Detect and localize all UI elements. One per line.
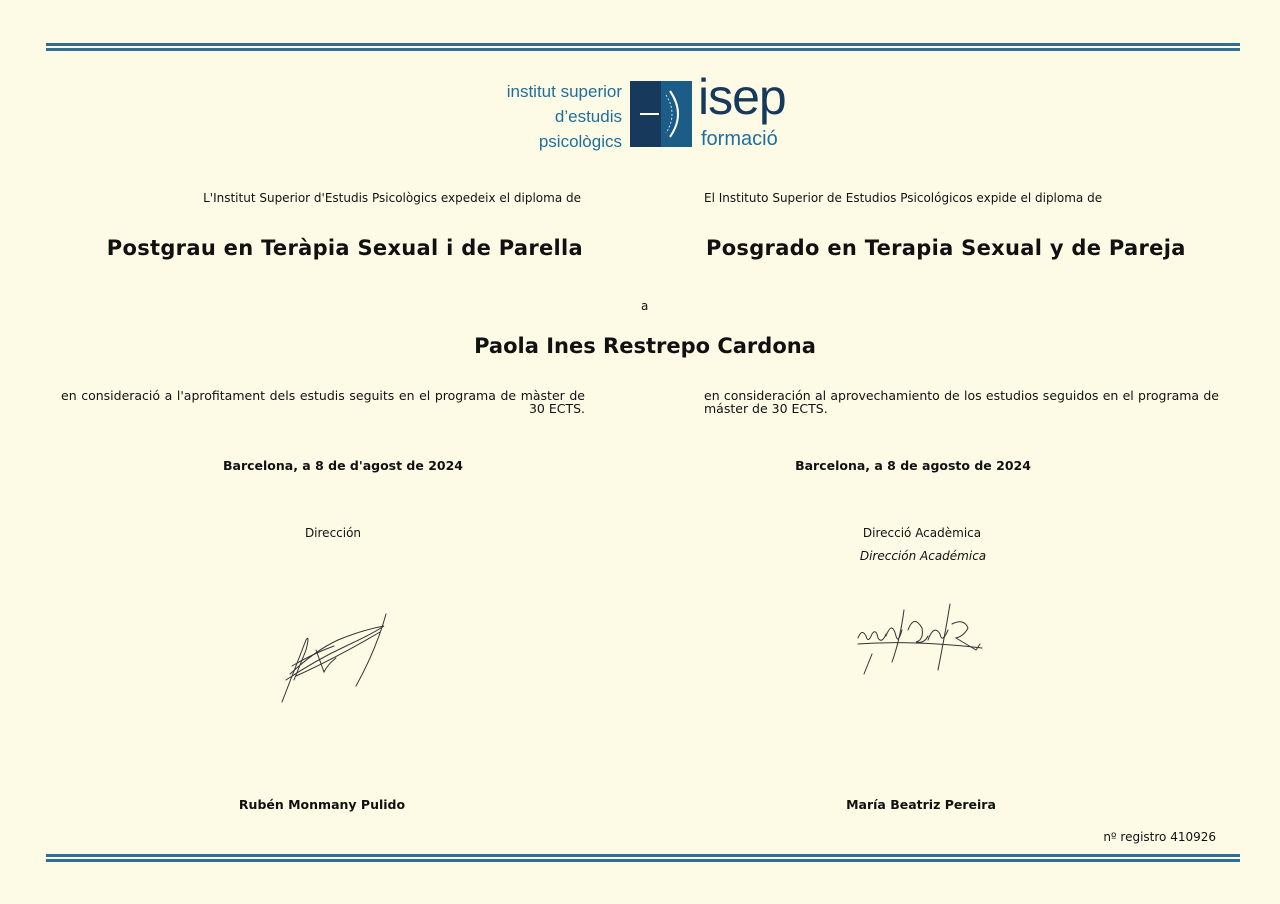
right-intro: El Instituto Superior de Estudios Psicológicos expide el diploma de xyxy=(704,191,1103,205)
left-title: Postgrau en Teràpia Sexual i de Parella xyxy=(106,236,583,260)
logo-mark-icon xyxy=(630,81,692,147)
right-signature-icon xyxy=(852,600,992,680)
left-role: Dirección xyxy=(304,526,362,540)
right-date: Barcelona, a 8 de agosto de 2024 xyxy=(795,458,1031,473)
left-intro: L'Institut Superior d'Estudis Psicològics expedeix el diploma de xyxy=(203,191,581,205)
right-consideration: en consideración al aprovechamiento de los estudios seguidos en el programa de máster de 30 ECTS. xyxy=(704,388,1219,416)
top-border-rule xyxy=(46,43,1240,51)
registry-number: nº registro 410926 xyxy=(1103,830,1216,844)
bottom-border-rule xyxy=(46,854,1240,862)
recipient-name: Paola Ines Restrepo Cardona xyxy=(474,334,816,358)
to-word: a xyxy=(641,299,649,313)
right-signer-name: María Beatriz Pereira xyxy=(846,797,996,812)
left-consideration: en consideració a l'aprofitament dels estudis seguits en el programa de màster de 30 ECTS. xyxy=(61,388,585,416)
left-date: Barcelona, a 8 de d'agost de 2024 xyxy=(222,458,463,473)
isep-logo xyxy=(496,69,796,153)
logo-sub: formació xyxy=(701,128,778,150)
left-signature-icon xyxy=(276,610,396,710)
logo-brand: isep xyxy=(698,69,786,125)
logo-line-2: d’estudis xyxy=(554,107,622,126)
right-role-italic: Dirección Académica xyxy=(859,549,987,563)
right-role: Direcció Acadèmica xyxy=(862,526,982,540)
logo-institute-text xyxy=(507,79,622,154)
right-title: Posgrado en Terapia Sexual y de Pareja xyxy=(706,236,1186,260)
left-signer-name: Rubén Monmany Pulido xyxy=(238,797,406,812)
logo-line-1: institut superior xyxy=(506,82,622,101)
logo-line-3: psicològics xyxy=(538,132,622,151)
